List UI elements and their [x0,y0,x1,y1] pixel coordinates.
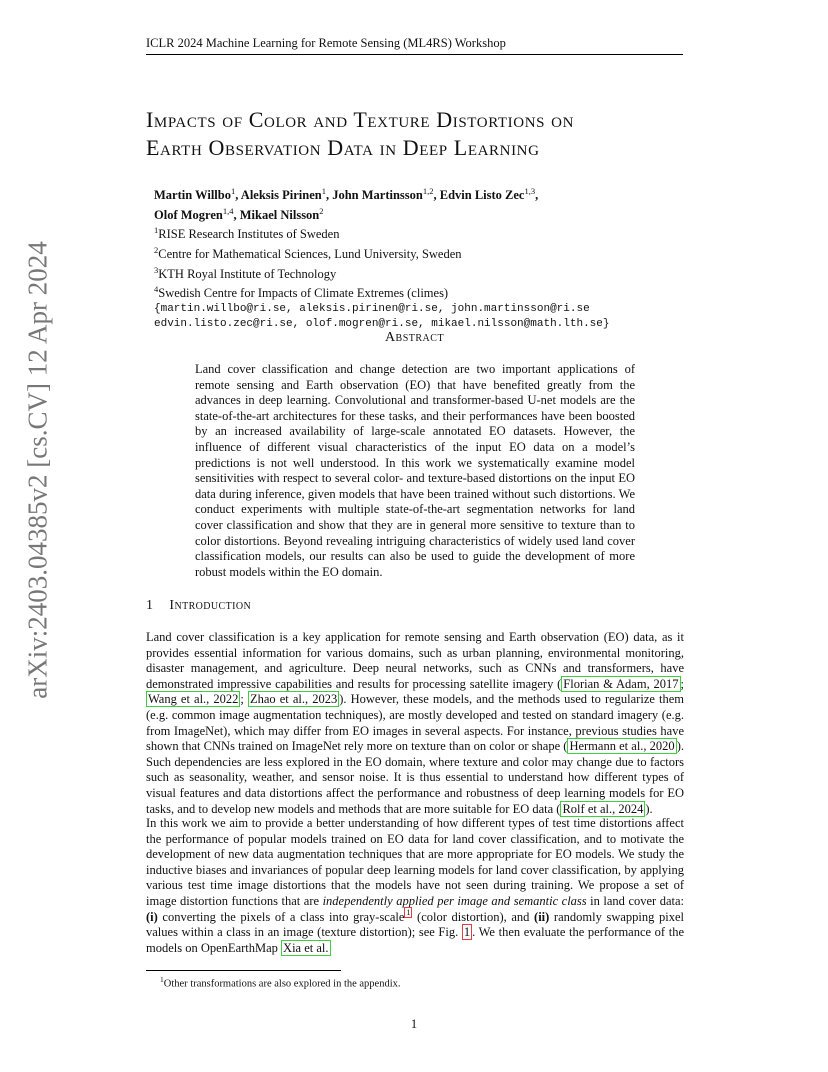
author-emails [154,302,674,333]
author-affil-mark: 1,2 [422,186,434,196]
page-number: 1 [410,1017,418,1031]
paper-title [146,106,706,162]
author-block [154,184,674,333]
section-title: Introduction [169,598,252,613]
footnote-divider [146,970,341,971]
citation-link[interactable]: Rolf et al., 2024 [562,801,644,816]
author-names: Martin Willbo$^1$, Aleksis Pirinen$^1$, John Martinsson$^{1,2}$, Edvin Listo Zec$^{1,3}$, Olof Mogren$^{1,4}$, Mikael Nilsson$^2$ [154,186,539,222]
section-number: 1 [146,598,154,613]
abstract-text: Land cover classification and change detection are two important applications of remote sensing and Earth observation (EO) that have benefited greatly from the advances in deep learning. Convolutional and transformer-based U-net models are the state-of-the-art architectures for these tasks, and their performances have been boosted by an increased availability of large-scale annotated EO datasets. However, the influence of different visual characteristics of the input EO data on a model’s predictions is not well understood. In this work we systematically examine model sensitivities with respect to several color- and texture-based distortions on the input EO data during inference, given models that have been trained without such distortions. We conduct experiments with multiple state-of-the-art segmentation networks for land cover classification and show that they are in general more sensitive to texture than to color distortions. Beyond revealing intriguing characteristics of widely used land cover classification models, our results can also be used to guide the development of more robust models within the EO domain. [195,362,635,579]
email-line: edvin.listo.zec@ri.se, olof.mogren@ri.se, mikael.nilsson@math.lth.se} [154,318,610,331]
author-name: Martin Willbo [154,188,231,203]
author-name: Aleksis Pirinen [240,188,322,203]
arxiv-identifier: arXiv:2403.04385v2 [cs.CV] 12 Apr 2024 [22,241,53,699]
author-affil-mark: 2 [319,205,324,216]
running-header: ICLR 2024 Machine Learning for Remote Sensing (ML4RS) Workshop [146,36,683,55]
author-affil-mark: 1 [321,186,326,196]
citation-link[interactable]: Hermann et al., 2020 [569,739,675,754]
citation-link[interactable]: Florian & Adam, 2017 [563,676,679,691]
intro-paragraph-2: In this work we aim to provide a better understanding of how different types of test time distortions affect the performance of popular models trained on EO data for land cover classification, and to motivate the development of new data augmentation techniques that are more appropriate for EO models. We study the inductive biases and invariances of popular deep learning models for land cover classification, by applying various test time image distortions that the models have not seen during training. We propose a set of image distortion functions that are independently applied per image and semantic class in land cover data: (i) converting the pixels of a class into gray-scale $^1$ (color distortion), and (ii) randomly swapping pixel values within a class in an image (texture distortion); see Fig. 1 . We then evaluate the performance of the models on OpenEarthMap Xia et al. [146,816,685,955]
author-name: Olof Mogren [154,207,223,222]
figure-link[interactable]: 1 [463,925,471,940]
author-affil-mark: 1 [230,186,236,196]
affiliation: $^4$Swedish Centre for Impacts of Climate Extremes (climes) [154,284,449,301]
intro-paragraph-1: Land cover classification is a key application for remote sensing and Earth observation (EO) data, as it provides essential information for various domains, such as urban planning, environmental monitoring, disaster management, and agriculture. Deep neural networks, such as CNNs and transformers, have demonstrated impressive capabilities and results for processing satellite imagery ( Florian & Adam, 2017 ; Wang et al., 2022 ; Zhao et al., 2023 ). However, these models, and the methods used to regularize them (e.g. common image augmentation techniques), are mostly developed and tested on standard imagery (e.g. from ImageNet), which may differ from EO images in several aspects. For instance, previous studies have shown that CNNs trained on ImageNet rely more on texture than on color or shape ( Hermann et al., 2020 ). Such dependencies are less explored in the EO domain, where texture and color may change due to factors such as seasonality, weather, and sensor noise. It is thus essential to understand how different types of visual features and data distortions affect the performance and robustness of deep learning models for EO tasks, and to develop new models and methods that are more suitable for EO data ( Rolf et al., 2024 ). [146,630,684,816]
affiliation: $^1$RISE Research Institutes of Sweden [154,225,340,242]
citation-link[interactable]: Wang et al., 2022 [148,692,239,707]
footnote-link[interactable]: 1 [406,908,411,918]
citation-link[interactable]: Zhao et al., 2023 [249,692,338,707]
citation-link[interactable]: Xia et al. [283,940,329,955]
author-affil-mark: 1,4 [222,205,234,216]
author-name: John Martinsson [332,188,423,203]
email-line: {martin.willbo@ri.se, aleksis.pirinen@ri.se, john.martinsson@ri.se [154,302,590,315]
title-line-2: Earth Observation Data in Deep Learning [146,135,540,160]
section-heading [146,598,251,614]
footnote: $^1$Other transformations are also explored in the appendix. [160,975,401,990]
abstract-heading: Abstract [384,330,445,345]
affiliation: $^2$Centre for Mathematical Sciences, Lund University, Sweden [154,244,462,262]
affiliation: $^3$KTH Royal Institute of Technology [154,264,337,281]
author-name: Edvin Listo Zec [439,188,525,203]
title-line-1: Impacts of Color and Texture Distortions on [146,107,575,132]
author-name: Mikael Nilsson [239,207,320,222]
author-affil-mark: 1,3 [524,186,536,196]
